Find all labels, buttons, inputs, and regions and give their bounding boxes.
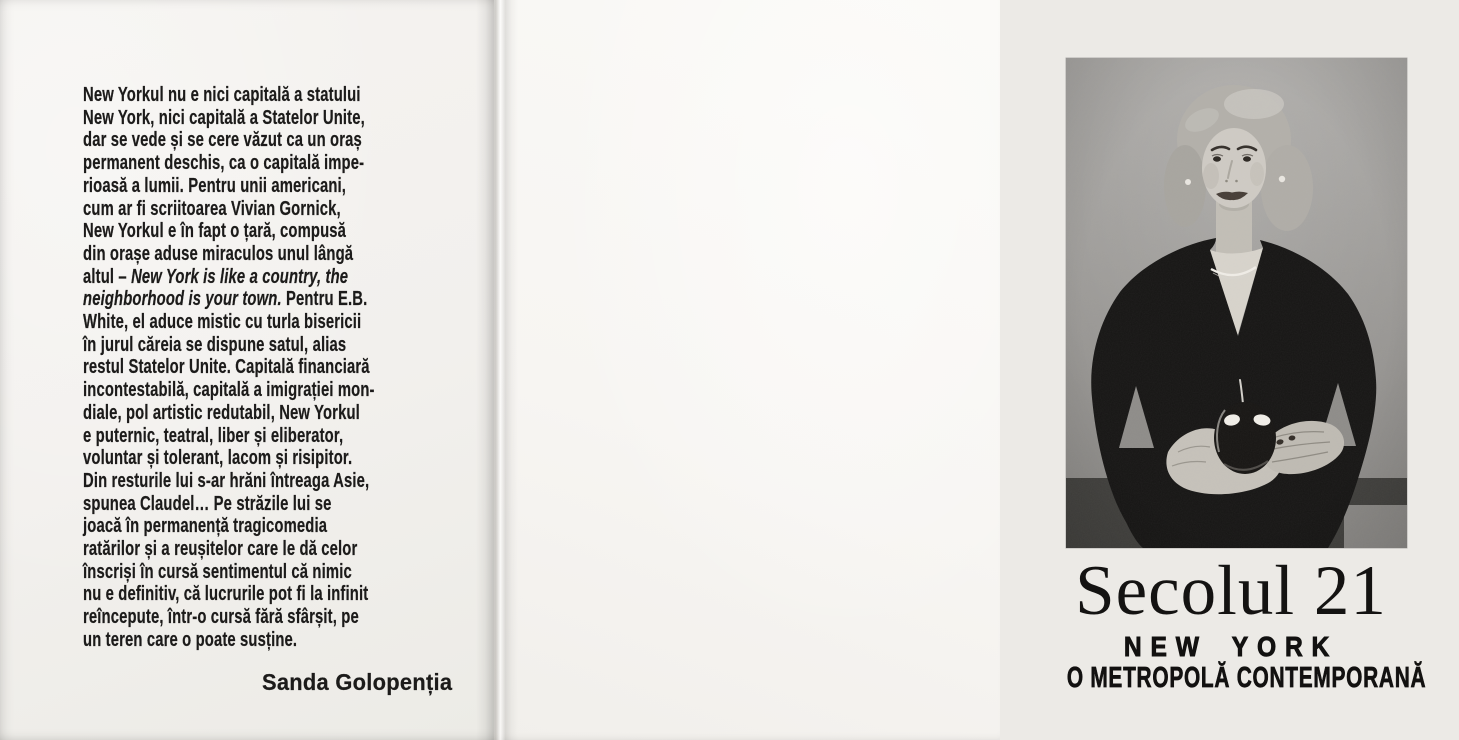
cover-photo-illustration: [1066, 58, 1407, 548]
text-line: din orașe aduse miraculos unul lângă: [83, 242, 354, 265]
text-line: permanent deschis, ca o capitală impe-: [83, 152, 365, 175]
cover-photo: [1066, 58, 1407, 548]
text-line: incontestabilă, capitală a imigrației mon-: [83, 379, 375, 402]
author-signature: Sanda Golopenția: [262, 669, 453, 695]
text-line: dar se vede și se cere văzut ca un oraș: [83, 129, 362, 152]
text-line: e puternic, teatral, liber și eliberator,: [83, 424, 344, 447]
text-line: restul Statelor Unite. Capitală financiară: [83, 356, 370, 379]
text-line: cum ar fi scriitoarea Vivian Gornick,: [83, 197, 341, 220]
text-line: rioasă a lumii. Pentru unii americani,: [83, 174, 347, 197]
text-line: un teren care o poate susține.: [83, 628, 298, 651]
cover-tagline: O METROPOLĂ CONTEMPORANĂ: [1066, 662, 1427, 694]
text-line: ratărilor și a reușitelor care le dă celor: [83, 538, 358, 561]
text-line: Din resturile lui s-ar hrăni întreaga Asie,: [83, 469, 370, 492]
cover-subtitle: NEW YORK: [1123, 631, 1339, 662]
text-line: altul – New York is like a country, the: [83, 265, 349, 288]
back-cover-text: [83, 84, 375, 652]
text-line: înscriși în cursă sentimentul că nimic: [83, 560, 352, 583]
text-line: voluntar și tolerant, lacom și risipitor.: [83, 447, 353, 470]
text-line: New York, nici capitală a Statelor Unite,: [83, 106, 365, 129]
text-line: reîncepute, într-o cursă fără sfârșit, pe: [83, 606, 359, 629]
back-cover-page: [0, 0, 494, 740]
text-line: spunea Claudel… Pe străzile lui se: [83, 492, 332, 515]
text-line: joacă în permanență tragicomedia: [83, 515, 328, 538]
text-line: nu e definitiv, că lucrurile pot fi la infinit: [83, 583, 369, 606]
cover-title: Secolul 21: [1075, 552, 1387, 630]
front-cover-page: [494, 0, 1427, 740]
text-line: diale, pol artistic redutabil, New Yorkul: [83, 401, 360, 424]
text-line: neighborhood is your town. Pentru E.B.: [83, 288, 368, 311]
text-line: White, el aduce mistic cu turla bisericii: [83, 311, 362, 334]
text-line: New Yorkul nu e nici capitală a statului: [83, 84, 361, 106]
text-line: New Yorkul e în fapt o țară, compusă: [83, 220, 347, 243]
text-line: în jurul căreia se dispune satul, alias: [83, 333, 347, 356]
